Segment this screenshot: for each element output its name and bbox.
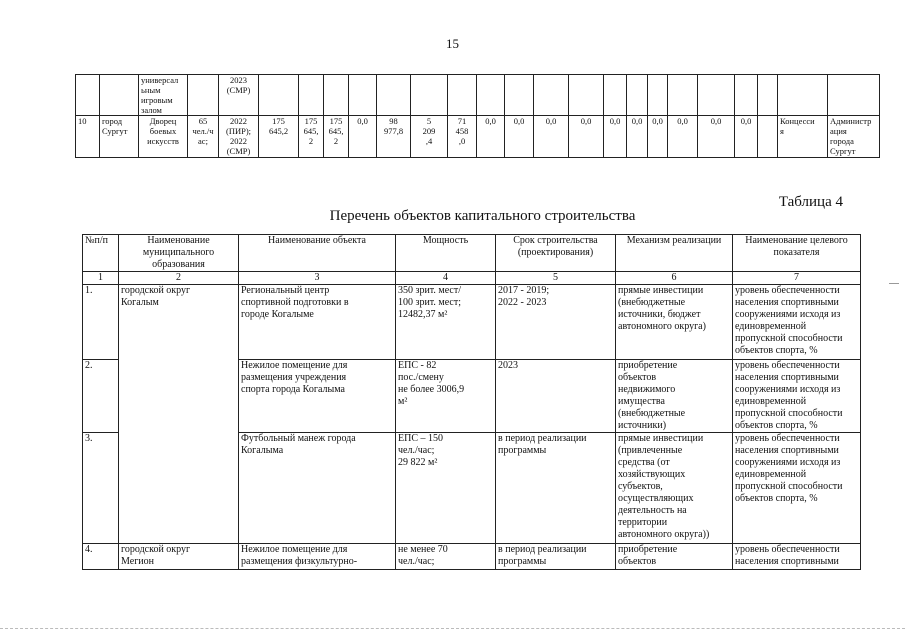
value-cell: 0,0: [477, 116, 505, 158]
scan-edge-line: [0, 628, 905, 629]
column-number: 1: [83, 272, 119, 285]
header-row: [83, 235, 861, 272]
table-row: [83, 544, 861, 570]
value-cell: 0,0: [735, 116, 758, 158]
table-row: [76, 75, 880, 116]
header-cell: Механизм реализации: [616, 235, 733, 272]
capital-construction-table: [82, 234, 861, 570]
capacity-cell: 350 зрит. мест/ 100 зрит. мест; 12482,37 м²: [396, 285, 496, 360]
header-cell: Срок строительства (проектирования): [496, 235, 616, 272]
years-cell: 2022 (ПИР); 2022 (СМР): [219, 116, 259, 158]
table-caption: Перечень объектов капитального строительства: [329, 208, 636, 224]
mechanism-cell: Концесси я: [778, 116, 828, 158]
margin-mark: [889, 283, 899, 284]
column-number: 7: [733, 272, 861, 285]
column-number: 3: [239, 272, 396, 285]
mechanism-cell: прямые инвестиции (внебюджетные источники, бюджет автономного округа): [616, 285, 733, 360]
capacity-cell: ЕПС - 82 пос./смену не более 3006,9 м²: [396, 360, 496, 433]
column-number: 2: [119, 272, 239, 285]
object-cell: Нежилое помещение для размещения учреждения спорта города Когалыма: [239, 360, 396, 433]
value-cell: 0,0: [648, 116, 668, 158]
value-cell: 98 977,8: [377, 116, 411, 158]
row-number: 1.: [83, 285, 119, 360]
column-number-row: [83, 272, 861, 285]
value-cell: 0,0: [505, 116, 534, 158]
object-cell: Нежилое помещение для размещения физкультурно-: [239, 544, 396, 570]
value-cell: 175 645,2: [259, 116, 299, 158]
row-number: 3.: [83, 433, 119, 544]
indicator-cell: уровень обеспеченности населения спортивными сооружениями исходя из единовременной пропускной способности объектов спорта, %: [733, 360, 861, 433]
value-cell: 0,0: [698, 116, 735, 158]
year-cell: 2023 (СМР): [219, 75, 259, 116]
term-cell: в период реализации программы: [496, 433, 616, 544]
indicator-cell: уровень обеспеченности населения спортивными сооружениями исходя из единовременной пропускной способности объектов спорта, %: [733, 433, 861, 544]
term-cell: 2023: [496, 360, 616, 433]
object-cell: Футбольный манеж города Когалыма: [239, 433, 396, 544]
header-cell: №п/п: [83, 235, 119, 272]
value-cell: 0,0: [668, 116, 698, 158]
row-number: 2.: [83, 360, 119, 433]
value-cell: 0,0: [627, 116, 648, 158]
header-cell: Наименование объекта: [239, 235, 396, 272]
mechanism-cell: приобретение объектов: [616, 544, 733, 570]
table-label: Таблица 4: [778, 194, 843, 210]
municipality-cell: городской округ Когалым: [119, 285, 239, 544]
value-cell: 0,0: [569, 116, 604, 158]
row-number: 4.: [83, 544, 119, 570]
value-cell: 175 645, 2: [324, 116, 349, 158]
municipality-cell: город Сургут: [100, 116, 139, 158]
table-row: [83, 285, 861, 360]
term-cell: в период реализации программы: [496, 544, 616, 570]
header-cell: Мощность: [396, 235, 496, 272]
object-cell: Региональный центр спортивной подготовки в городе Когалыме: [239, 285, 396, 360]
continuation-table: [75, 74, 880, 158]
value-cell: 0,0: [534, 116, 569, 158]
capacity-cell: не менее 70 чел./час;: [396, 544, 496, 570]
value-cell: 175 645, 2: [299, 116, 324, 158]
value-cell: 71 458 ,0: [448, 116, 477, 158]
object-cell: Дворец боевых искусств: [139, 116, 188, 158]
indicator-cell: уровень обеспеченности населения спортивными сооружениями исходя из единовременной пропускной способности объектов спорта, %: [733, 285, 861, 360]
header-cell: Наименование целевого показателя: [733, 235, 861, 272]
term-cell: 2017 - 2019; 2022 - 2023: [496, 285, 616, 360]
column-number: 6: [616, 272, 733, 285]
value-cell: 0,0: [604, 116, 627, 158]
column-number: 4: [396, 272, 496, 285]
row-number: 10: [76, 116, 100, 158]
customer-cell: Администр ация города Сургут: [828, 116, 880, 158]
value-cell: 0,0: [349, 116, 377, 158]
value-cell: 5 209 ,4: [411, 116, 448, 158]
mechanism-cell: прямые инвестиции (привлеченные средства (от хозяйствующих субъектов, осуществляющих деятельность на территории автономного округа)): [616, 433, 733, 544]
column-number: 5: [496, 272, 616, 285]
indicator-cell: уровень обеспеченности населения спортивными: [733, 544, 861, 570]
capacity-cell: 65 чел./ч ас;: [188, 116, 219, 158]
mechanism-cell: приобретение объектов недвижимого имущества (внебюджетные источники): [616, 360, 733, 433]
header-cell: Наименование муниципального образования: [119, 235, 239, 272]
page-number: 15: [446, 36, 459, 51]
table-row: [76, 116, 880, 158]
municipality-cell: городской округ Мегион: [119, 544, 239, 570]
capacity-cell: ЕПС – 150 чел./час; 29 822 м²: [396, 433, 496, 544]
object-cell: универсал ьным игровым залом: [139, 75, 188, 116]
